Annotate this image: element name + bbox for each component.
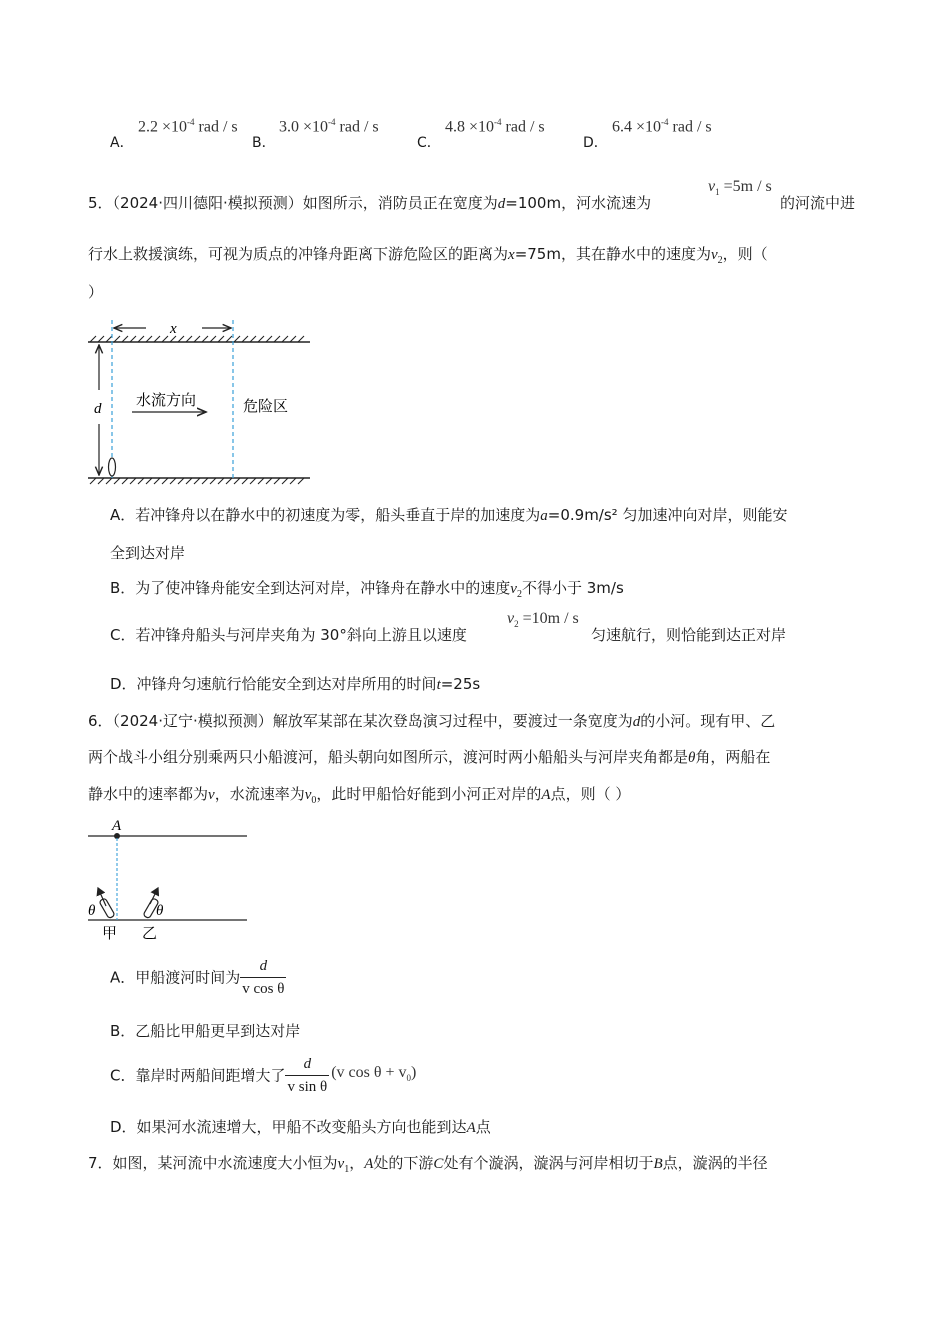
q4-option-c-value: $4.8 \times 10^{-4}$ rad / s	[445, 117, 545, 136]
q6-option-b: B．乙船比甲船更早到达对岸	[110, 1022, 301, 1040]
q5-stem-line1: 5．（2024·四川德阳·模拟预测）如图所示，消防员正在宽度为d=100m，河水流速为	[88, 194, 652, 212]
q5-option-a-line1: A．若冲锋舟以在静水中的初速度为零，船头垂直于岸的加速度为a=0.9m/s² 匀加速冲向对岸，则能安	[110, 506, 788, 524]
q5-option-c-end: 匀速航行，则恰能到达正对岸	[591, 626, 787, 644]
q6-stem-line1: 6．（2024·辽宁·模拟预测）解放军某部在某次登岛演习过程中，要渡过一条宽度为d的小河。现有甲、乙	[88, 712, 776, 730]
q4-option-b-value: $3.0 \times 10^{-4}$ rad / s	[279, 117, 379, 136]
q6-option-d: D．如果河水流速增大，甲船不改变船头方向也能到达A点	[110, 1118, 491, 1136]
q5-option-b: B．为了使冲锋舟能安全到达河对岸，冲锋舟在静水中的速度$v_2$不得小于 3m/s	[110, 579, 624, 600]
q6-stem-line2: 两个战斗小组分别乘两只小船渡河，船头朝向如图所示，渡河时两小船船头与河岸夹角都是θ角，两船在	[88, 748, 771, 766]
q4-option-c-letter: C．	[417, 135, 441, 151]
boat-icon	[109, 458, 116, 476]
q7-stem-line1: 7．如图，某河流中水流速度大小恒为$v_1$，A处的下游C处有个漩涡，漩涡与河岸相切于B点，漩涡的半径	[88, 1154, 768, 1175]
q5-stem-line3: ）	[88, 283, 104, 301]
danger-label: 危险区	[243, 397, 289, 415]
x-label: x	[170, 321, 177, 337]
d-label: d	[94, 401, 102, 417]
q6-option-c: C．靠岸时两船间距增大了 $\frac{d}{\text{v sin θ}}$ (v $\cos \theta + v_0$)	[110, 1053, 416, 1098]
jia-label: 甲	[102, 924, 118, 942]
yi-theta-label: θ	[156, 903, 164, 919]
q5-stem-line1-end: 的河流中进	[780, 194, 856, 212]
q4-option-d-letter: D．	[583, 135, 608, 151]
q4-option-b-letter: B．	[252, 135, 276, 151]
jia-boat-icon	[98, 888, 115, 919]
flow-label: 水流方向	[136, 391, 197, 409]
q4-option-a-value: $2.2 \times 10^{-4}$ rad / s	[138, 117, 238, 136]
q6-boats-figure	[84, 814, 254, 944]
q6-option-c-fraction: $\frac{d}{\text{v sin θ}}$	[285, 1053, 329, 1098]
point-a-label: A	[112, 818, 122, 834]
q5-option-a-line2: 全到达对岸	[110, 544, 186, 562]
yi-label: 乙	[142, 924, 158, 942]
q4-option-d-value: $6.4 \times 10^{-4}$ rad / s	[612, 117, 712, 136]
q6-option-a-fraction: $\frac{d}{\text{v cos θ}}$	[240, 955, 286, 1000]
q5-stem-line2: 行水上救援演练，可视为质点的冲锋舟距离下游危险区的距离为x=75m，其在静水中的速度为$v_2$，则（	[88, 245, 768, 266]
q5-option-c-text: C．若冲锋舟船头与河岸夹角为 30°斜向上游且以速度	[110, 626, 467, 644]
q5-option-c-formula: $v_2 =10m / s$	[507, 610, 579, 630]
q5-v1-formula: $v_1 =5m / s$	[708, 178, 772, 198]
q5-river-figure	[84, 312, 324, 490]
bottom-bank-hatch	[90, 478, 304, 484]
q4-option-a-letter: A．	[110, 135, 134, 151]
top-bank-hatch	[90, 336, 304, 342]
jia-theta-label: θ	[88, 903, 96, 919]
q6-option-a: A．甲船渡河时间为 $\frac{d}{\text{v cos θ}}$	[110, 955, 286, 1000]
q5-option-d: D．冲锋舟匀速航行恰能安全到达对岸所用的时间t=25s	[110, 675, 481, 693]
q6-stem-line3: 静水中的速率都为v，水流速率为$v_0$，此时甲船恰好能到小河正对岸的A点，则（ ）	[88, 785, 631, 806]
